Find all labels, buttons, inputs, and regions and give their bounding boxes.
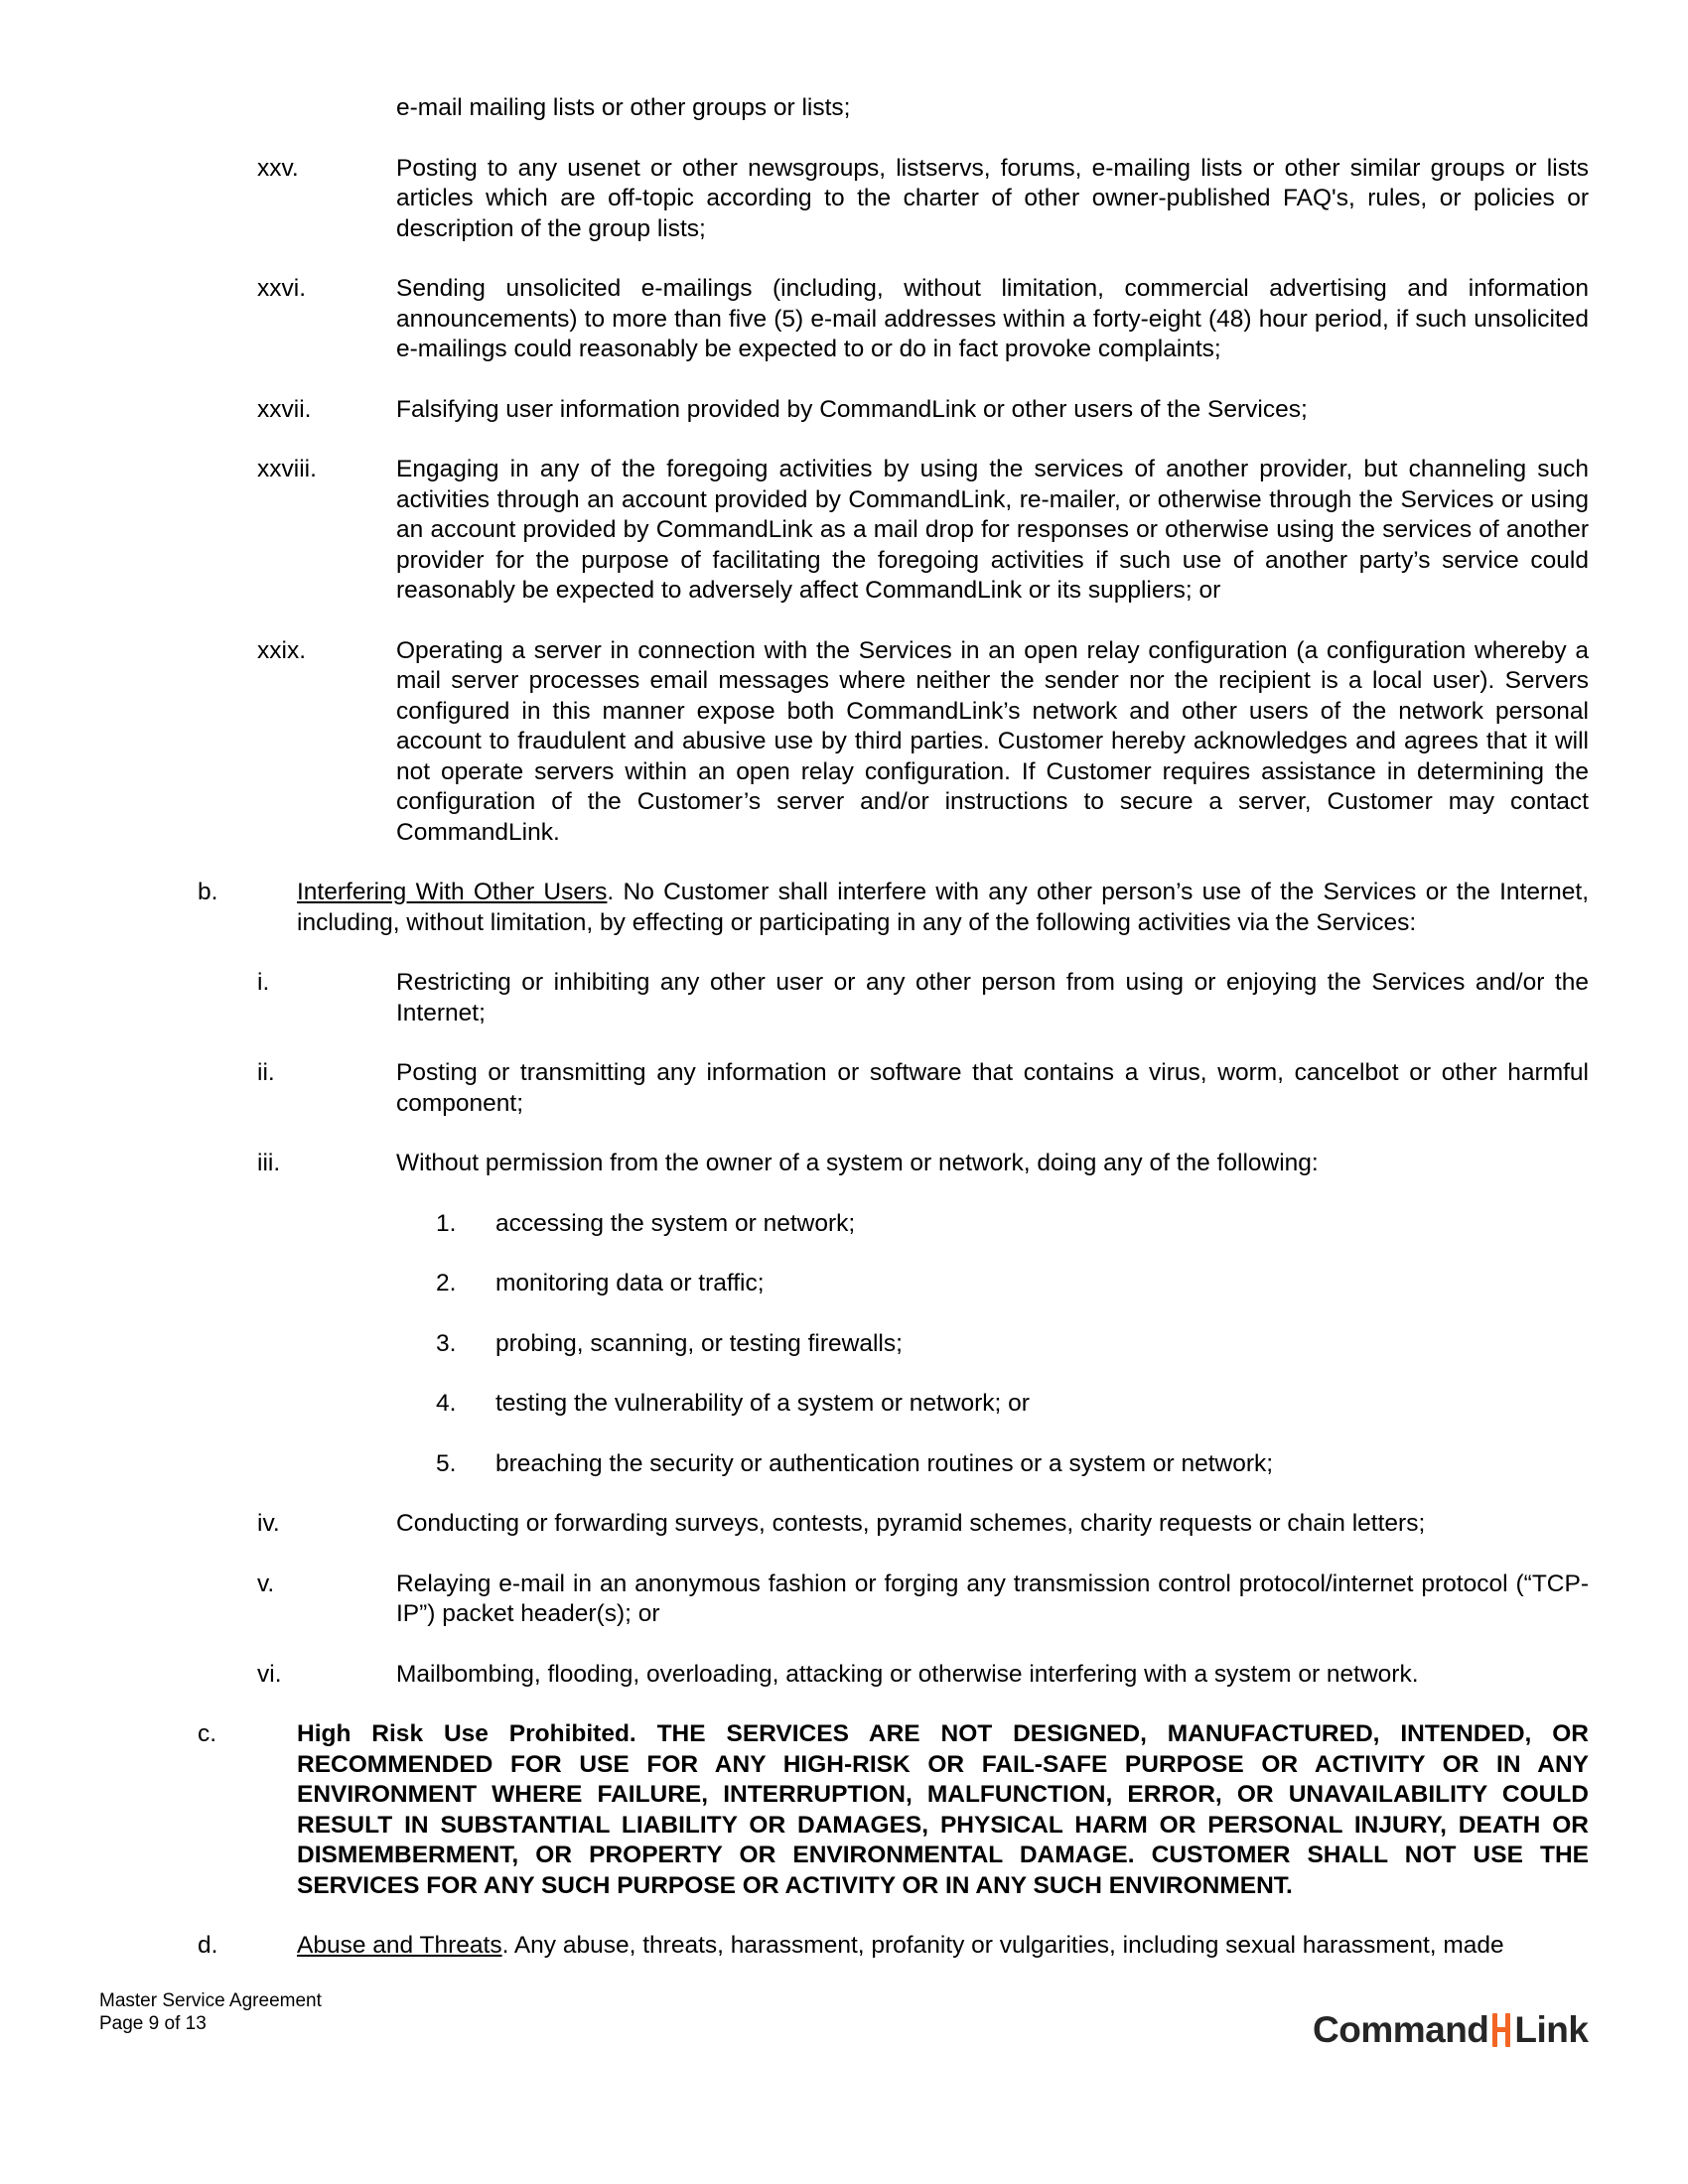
list-label: iv.	[257, 1510, 280, 1537]
section-label: c.	[198, 1720, 217, 1747]
list-label: 1.	[436, 1209, 457, 1237]
list-label: iii.	[257, 1150, 281, 1176]
list-label: xxv.	[257, 154, 299, 182]
list-item-i	[257, 968, 1589, 1028]
numbered-item-5	[436, 1449, 1589, 1480]
list-label: 4.	[436, 1390, 457, 1417]
list-item-xxviii	[257, 455, 1589, 607]
list-item-xxix	[257, 636, 1589, 849]
section-b	[198, 878, 1590, 938]
list-text: monitoring data or traffic;	[495, 1270, 765, 1297]
document-body	[0, 93, 1688, 1962]
list-item-v	[257, 1570, 1589, 1630]
list-text: breaching the security or authentication routines or a system or network;	[495, 1449, 1274, 1477]
list-text: testing the vulnerability of a system or network; or	[495, 1390, 1030, 1417]
section-d	[198, 1931, 1589, 1962]
list-label: v.	[257, 1570, 275, 1597]
list-text: Mailbombing, flooding, overloading, attacking or otherwise interfering with a system or network.	[396, 1660, 1419, 1688]
list-label: xxvii.	[257, 395, 312, 423]
list-text: Posting to any usenet or other newsgroups, listservs, forums, e-mailing lists or other similar groups or lists articles which are off-topic according to the charter of other owner-published FAQ's, rules, or policies or description of the group lists;	[396, 154, 1589, 242]
list-label: 2.	[436, 1270, 457, 1297]
section-heading: Interfering With Other Users	[297, 879, 608, 905]
list-label: vi.	[257, 1660, 282, 1688]
logo-mark-icon	[1490, 2010, 1512, 2050]
section-label: b.	[198, 879, 218, 905]
list-item-iii	[257, 1149, 1589, 1179]
list-item-vi	[257, 1660, 1589, 1691]
numbered-item-3	[436, 1329, 1589, 1360]
footer-doc-title: Master Service Agreement	[99, 1990, 322, 2011]
section-label: d.	[198, 1932, 218, 1959]
list-text: Conducting or forwarding surveys, contests, pyramid schemes, charity requests or chain letters;	[396, 1510, 1426, 1537]
continuation-line: e-mail mailing lists or other groups or lists;	[396, 94, 851, 121]
list-text: Without permission from the owner of a system or network, doing any of the following:	[396, 1150, 1319, 1176]
numbered-item-4	[436, 1389, 1589, 1420]
numbered-item-2	[436, 1269, 1589, 1299]
list-label: ii.	[257, 1059, 275, 1086]
page-footer	[99, 1989, 322, 2035]
list-text: Falsifying user information provided by CommandLink or other users of the Services;	[396, 395, 1308, 423]
list-label: xxix.	[257, 636, 306, 664]
list-text: Operating a server in connection with the Services in an open relay configuration (a configuration whereby a mail server processes email messages where neither the sender nor the recipient is a local user). Servers configured in this manner expose both CommandLink’s network and other users of the network personal account to fraudulent and abusive use by third parties. Customer hereby acknowledges and agrees that it will not operate servers within an open relay configuration. If Customer requires assistance in determining the configuration of the Customer’s server and/or instructions to secure a server, Customer may contact CommandLink.	[396, 636, 1589, 846]
numbered-item-1	[436, 1209, 1589, 1240]
list-text: Posting or transmitting any information or software that contains a virus, worm, cancelbot or other harmful component;	[396, 1059, 1589, 1117]
section-c	[198, 1719, 1589, 1901]
section-text: . Any abuse, threats, harassment, profanity or vulgarities, including sexual harassment, made	[501, 1932, 1504, 1959]
list-label: i.	[257, 969, 270, 996]
logo-text-link: Link	[1514, 2009, 1589, 2050]
logo-text-command: Command	[1313, 2009, 1489, 2050]
list-item-xxv	[257, 154, 1589, 245]
list-item-xxvii	[257, 395, 1589, 426]
list-text: Relaying e-mail in an anonymous fashion or forging any transmission control protocol/internet protocol (“TCP-IP”) packet header(s); or	[396, 1570, 1589, 1627]
footer-page-number: Page 9 of 13	[99, 2013, 207, 2034]
list-label: xxvi.	[257, 275, 306, 302]
list-label: 3.	[436, 1329, 457, 1357]
list-text: accessing the system or network;	[495, 1209, 856, 1237]
list-text: Sending unsolicited e-mailings (including, without limitation, commercial advertising and information announcements) to more than five (5) e-mail addresses within a forty-eight (48) hour period, if such unsolicited e-mailings could reasonably be expected to or do in fact provoke complaints;	[396, 275, 1589, 362]
list-text: Engaging in any of the foregoing activities by using the services of another provider, but channeling such activities through an account provided by CommandLink, re-mailer, or otherwise through the Services or using an account provided by CommandLink as a mail drop for responses or otherwise using the services of another provider for the purpose of facilitating the foregoing activities if such use of another party’s service could reasonably be expected to adversely affect CommandLink or its suppliers; or	[396, 456, 1589, 604]
list-label: xxviii.	[257, 456, 317, 482]
list-item-xxvi	[257, 274, 1589, 365]
list-text: probing, scanning, or testing firewalls;	[495, 1329, 903, 1357]
section-text: High Risk Use Prohibited. THE SERVICES ARE NOT DESIGNED, MANUFACTURED, INTENDED, OR RECOMMENDED FOR USE FOR ANY HIGH-RISK OR FAIL-SAFE PURPOSE OR ACTIVITY OR IN ANY ENVIRONMENT WHERE FAILURE, INTERRUPTION, MALFUNCTION, ERROR, OR UNAVAILABILITY COULD RESULT IN SUBSTANTIAL LIABILITY OR DAMAGES, PHYSICAL HARM OR PERSONAL INJURY, DEATH OR DISMEMBERMENT, OR PROPERTY OR ENVIRONMENTAL DAMAGE. CUSTOMER SHALL NOT USE THE SERVICES FOR ANY SUCH PURPOSE OR ACTIVITY OR IN ANY SUCH ENVIRONMENT.	[297, 1720, 1589, 1899]
list-item-iv	[257, 1509, 1589, 1540]
commandlink-logo	[1313, 2005, 1588, 2055]
list-item-ii	[257, 1058, 1589, 1119]
list-text: Restricting or inhibiting any other user or any other person from using or enjoying the Services and/or the Internet;	[396, 969, 1589, 1026]
section-heading: Abuse and Threats	[297, 1932, 502, 1959]
section-text: . No Customer shall interfere with any other person’s use of the Services or the Internet, including, without limitation, by effecting or participating in any of the following activities via the Services:	[297, 879, 1590, 936]
list-label: 5.	[436, 1449, 457, 1477]
